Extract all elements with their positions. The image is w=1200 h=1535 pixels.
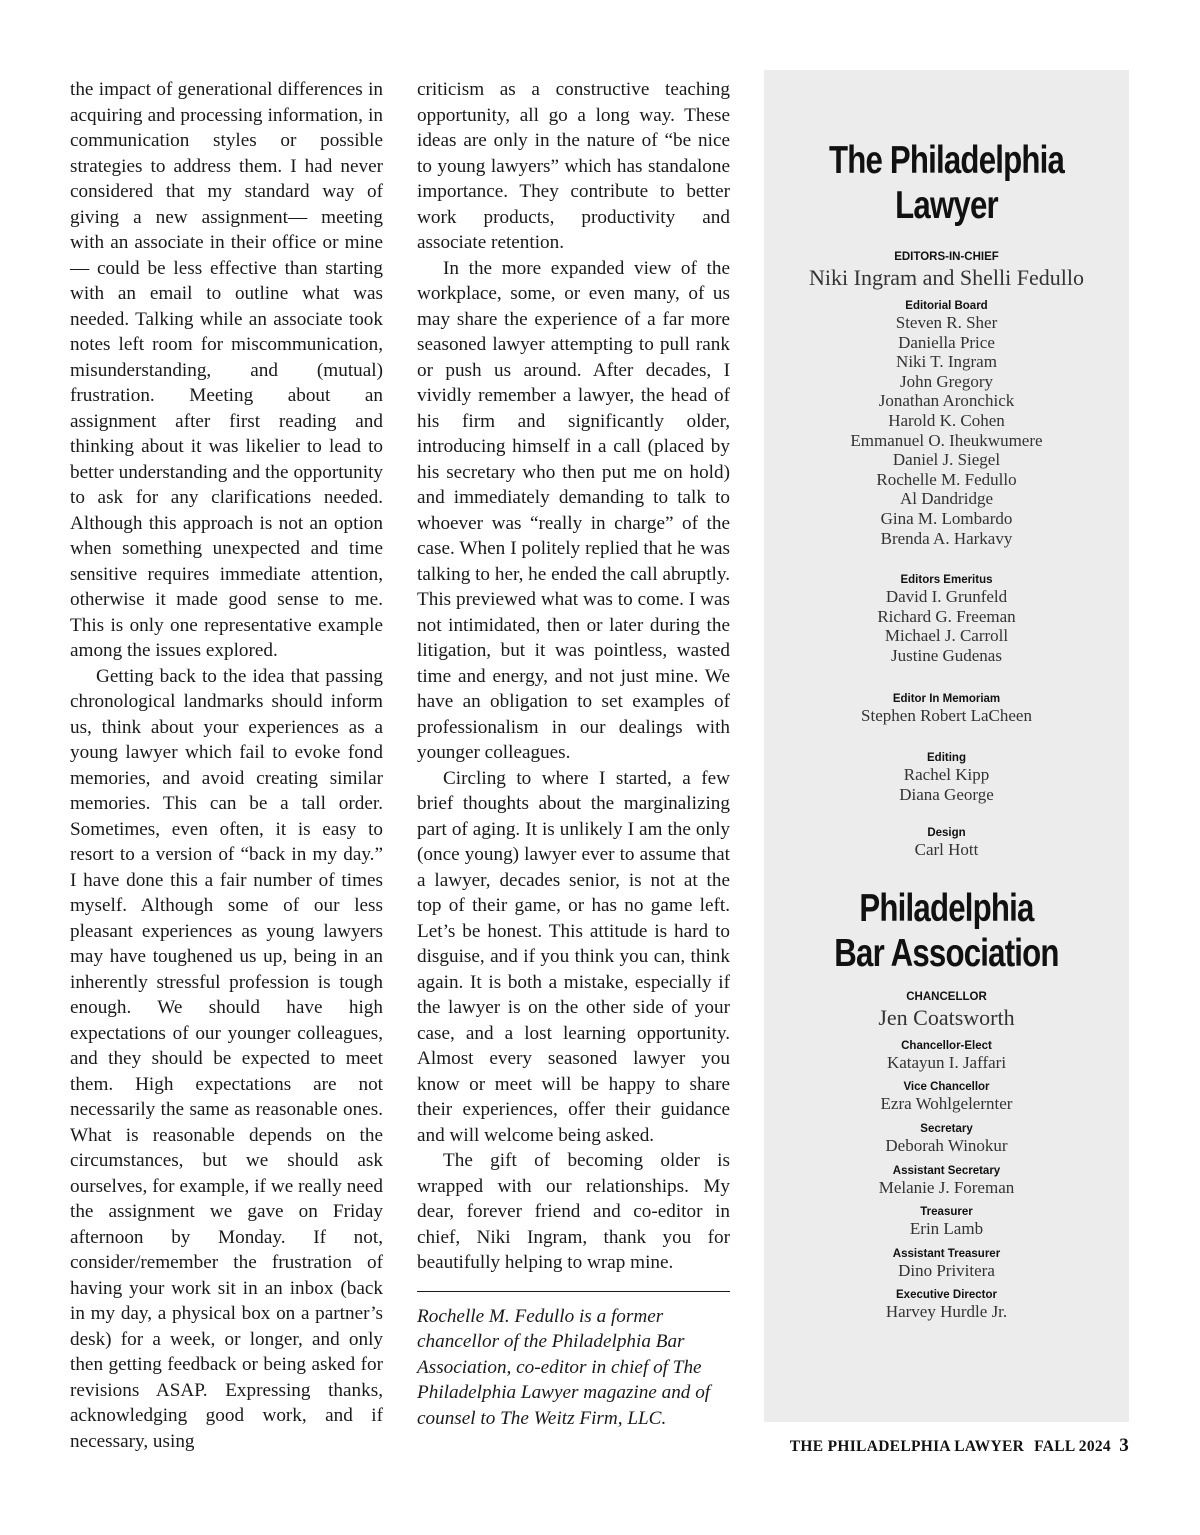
editors-emeritus-list (764, 587, 1129, 665)
board-member: Daniella Price (898, 332, 995, 352)
emeritus-member: Michael J. Carroll (884, 626, 1009, 646)
officer-name: Harvey Hurdle Jr. (885, 1302, 1008, 1322)
editor-memoriam-label: Editor In Memoriam (892, 692, 1001, 705)
editors-in-chief-label: EDITORS-IN-CHIEF (894, 251, 999, 263)
magazine-title: The Philadelphia Lawyer (828, 139, 1065, 227)
article-paragraph: In the more expanded view of the workplace, some, or even many, of us may share the experience of a far more seasoned lawyer attempting to pull rank or push us around. After decades, I vividly remember a lawyer, the head of his firm and significantly older, introducing himself in a call (placed by his secretary who then put me on hold) and immediately demanding to talk to whoever was “really in charge” of the case. When I politely replied that he was talking to her, he ended the call abruptly. This previewed what was to come. I was not intimidated, then or later during the litigation, but it was pointless, wasted time and energy, and not just mine. We have an obligation to set examples of professionalism in our dealings with younger colleagues. (417, 257, 730, 763)
editor-memoriam: Stephen Robert LaCheen (861, 705, 1032, 725)
association-title: Philadelphia Bar Association (834, 886, 1059, 975)
officer-title: Vice Chancellor (903, 1081, 990, 1094)
officer-name: Katayun I. Jaffari (886, 1052, 1007, 1072)
article-column-left (70, 77, 383, 1454)
officer-name: Melanie J. Foreman (878, 1177, 1015, 1197)
officer-name: Erin Lamb (909, 1219, 984, 1239)
masthead-sidebar (764, 70, 1129, 1422)
page-footer (790, 1435, 1129, 1457)
design-label: Design (927, 827, 966, 840)
editors-emeritus-label: Editors Emeritus (900, 574, 993, 587)
chancellor-label: CHANCELLOR (906, 990, 987, 1003)
article-paragraph: criticism as a constructive teaching opportunity, all go a long way. These ideas are only in the nature of “be nice to young lawyers” which has standalone importance. They contribute to better work products, productivity and associate retention. (417, 79, 730, 253)
officer-title: Secretary (920, 1123, 973, 1136)
officer-name: Ezra Wohlgelernter (880, 1094, 1013, 1114)
officer-name: Deborah Winokur (885, 1136, 1008, 1156)
officer-title: Assistant Treasurer (892, 1247, 1001, 1260)
article-paragraph: the impact of generational differences in acquiring and processing information, in communication styles or possible strategies to address them. I had never considered that my standard way of giving a new assignment— meeting with an associate in their office or mine — could be less effective than starting with an email to outline what was needed. Talking while an associate took notes left room for miscommunication, misunderstanding, and (mutual) frustration. Meeting about an assignment after first reading and thinking about it was likelier to lead to better understanding and the opportunity to ask for any clarifications needed. Although this approach is not an option when something unexpected and time sensitive requires immediate attention, otherwise it made good sense to me. This is only one representative example among the issues explored. (70, 79, 383, 661)
author-bio: Rochelle M. Fedullo is a former chancellor of the Philadelphia Bar Association, co-editor in chief of The Philadelphia Lawyer magazine and of counsel to The Weitz Firm, LLC. (417, 1305, 711, 1429)
emeritus-member: David I. Grunfeld (885, 587, 1008, 607)
article-paragraph: Getting back to the idea that passing chronological landmarks should inform us, think about your experiences as a young lawyer which fail to evoke fond memories, and avoid creating similar memories. This can be a tall order. Sometimes, even often, it is easy to resort to a version of “back in my day.” I have done this a fair number of times myself. Although some of our less pleasant experiences as young lawyers may have toughened us up, being in an inherently stressful profession is tough enough. We should have high expectations of our younger colleagues, and they should be expected to meet them. High expectations are not necessarily the same as reasonable ones. What is reasonable depends on the circumstances, but we should ask ourselves, for example, if we really need the assignment we gave on Friday afternoon by Monday. If not, consider/remember the frustration of having your work sit in an inbox (back in my day, a physical box on a partner’s desk) for a week, or longer, and only then getting feedback or being asked for revisions ASAP. Expressing thanks, acknowledging good work, and if necessary, using (70, 665, 383, 1452)
chancellor-name: Jen Coatsworth (878, 1004, 1015, 1030)
board-member: Niki T. Ingram (896, 352, 997, 372)
board-member: Harold K. Cohen (888, 410, 1005, 430)
officer-title: Assistant Secretary (892, 1164, 1001, 1177)
editorial-board-label: Editorial Board (905, 300, 988, 312)
board-member: Rochelle M. Fedullo (876, 469, 1017, 489)
article-paragraph: Circling to where I started, a few brief thoughts about the marginalizing part of aging. It is unlikely I am the only (once young) lawyer ever to assume that a lawyer, decades senior, is not at the top of their game, or has no game left. Let’s be honest. This attitude is hard to disguise, and if you think you can, think again. It is both a mistake, especially if the lawyer is on the other side of your case, and a lost learning opportunity. Almost every seasoned lawyer you know or meet will be happy to share their experiences, offer their guidance and will welcome being asked. (417, 767, 730, 1146)
article-column-right (417, 77, 730, 1431)
officer-name: Dino Privitera (898, 1260, 995, 1280)
board-member: Brenda A. Harkavy (880, 528, 1013, 548)
board-member: Gina M. Lombardo (880, 508, 1013, 528)
editing-member: Rachel Kipp (903, 765, 990, 785)
board-member: Daniel J. Siegel (892, 450, 1001, 470)
article-paragraph: The gift of becoming older is wrapped with our relationships. My dear, forever friend and co-editor in chief, Niki Ingram, thank you for beautifully helping to wrap mine. (417, 1150, 730, 1273)
board-member: Steven R. Sher (895, 313, 998, 332)
page-number: 3 (1119, 1435, 1129, 1456)
board-member: Emmanuel O. Iheukwumere (850, 430, 1043, 450)
board-member: Jonathan Aronchick (878, 391, 1015, 411)
officer-title: Chancellor-Elect (901, 1039, 992, 1052)
officer-title: Executive Director (896, 1289, 997, 1302)
officer-title: Treasurer (920, 1206, 973, 1219)
editorial-board-list (764, 313, 1129, 548)
divider (417, 1291, 730, 1292)
footer-publication: THE PHILADELPHIA LAWYER (789, 1438, 1025, 1455)
board-member: Al Dandridge (899, 489, 993, 509)
editing-label: Editing (927, 752, 966, 765)
emeritus-member: Justine Gudenas (891, 645, 1002, 665)
editors-in-chief: Niki Ingram and Shelli Fedullo (809, 265, 1084, 290)
design-member: Carl Hott (914, 840, 979, 860)
emeritus-member: Richard G. Freeman (877, 606, 1016, 626)
board-member: John Gregory (899, 371, 993, 391)
footer-issue: FALL 2024 (1034, 1438, 1111, 1455)
editing-member: Diana George (899, 784, 994, 804)
